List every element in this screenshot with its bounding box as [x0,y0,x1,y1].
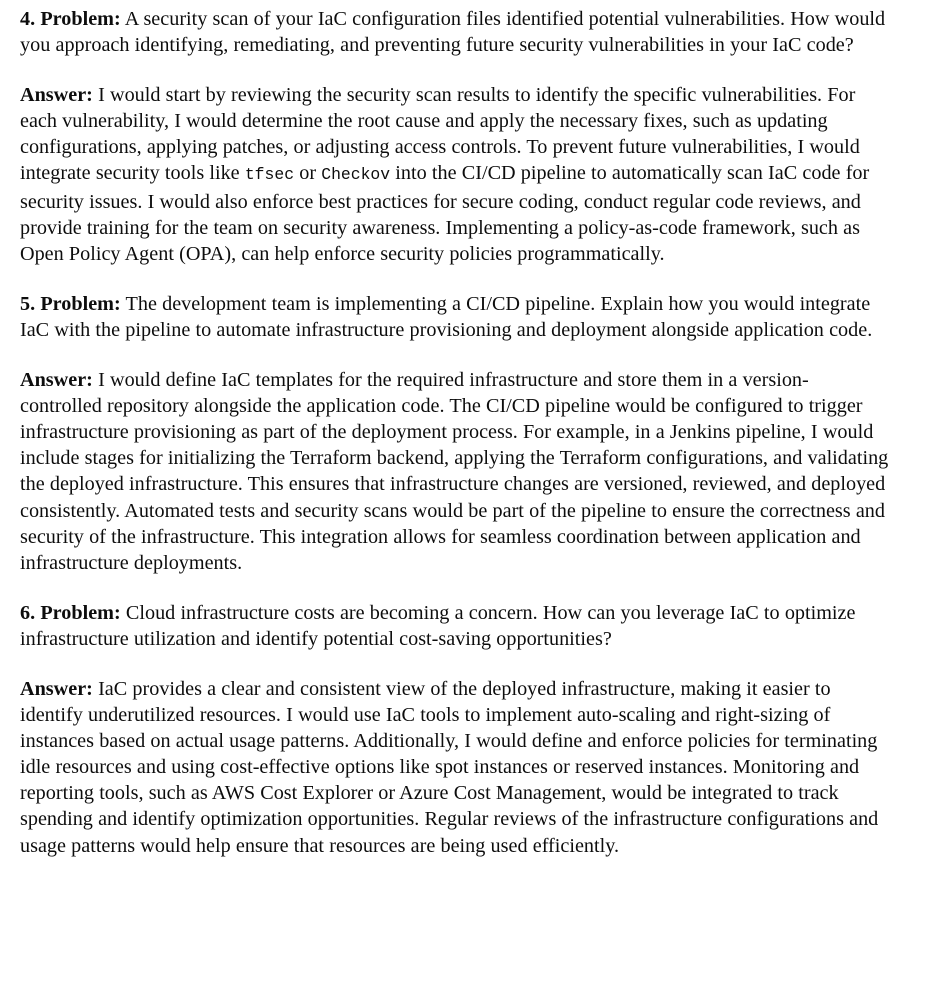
answer-text-4-part1: I would start by reviewing the security scan results to identify the specific vulnerabilities. For each vulnerability, I would determine the root cause and apply the necessary fixes, such as updating configurations, applying patches, or adjusting access controls. To prevent future vulnerabilities, I would integrate security tools like [20,84,860,185]
qa-block-5 [20,291,890,576]
problem-number-4: 4. [20,8,36,30]
problem-text-5: The development team is implementing a CI/CD pipeline. Explain how you would integrate IaC with the pipeline to automate infrastructure provisioning and deployment alongside application code. [20,292,873,341]
problem-paragraph-6 [20,600,890,652]
problem-label-5: Problem: [40,292,121,315]
answer-label-4: Answer: [20,84,93,107]
answer-label-5: Answer: [20,369,93,392]
problem-number-6: 6. [20,601,36,624]
answer-label-6: Answer: [20,677,93,700]
inline-code-checkov: Checkov [321,165,391,185]
answer-paragraph-6 [20,676,890,859]
problem-label-6: Problem: [40,601,121,624]
qa-block-4 [20,6,890,267]
answer-text-4-part3: into the CI/CD pipeline to automatically scan IaC code for security issues. I would also enforce best practices for secure coding, conduct regular code reviews, and provide training for the team on security awareness. Implementing a policy-as-code framework, such as Open Policy Agent (OPA), can help enforce security policies programmatically. [20,162,870,265]
answer-paragraph-4 [20,82,890,267]
problem-label-4: Problem: [40,8,121,30]
problem-number-5: 5. [20,292,36,315]
problem-text-6: Cloud infrastructure costs are becoming a concern. How can you leverage IaC to optimize infrastructure utilization and identify potential cost-saving opportunities? [20,601,856,650]
problem-text-4: A security scan of your IaC configuration files identified potential vulnerabilities. How would you approach identifying, remediating, and preventing future security vulnerabilities in your IaC code? [20,8,886,57]
answer-paragraph-5 [20,367,890,576]
problem-paragraph-4 [20,6,890,58]
answer-text-4-part2: or [294,162,322,185]
inline-code-tfsec: tfsec [244,165,295,185]
problem-paragraph-5 [20,291,890,343]
qa-block-6 [20,600,890,859]
answer-text-6-part1: IaC provides a clear and consistent view of the deployed infrastructure, making it easier to identify underutilized resources. I would use IaC tools to implement auto-scaling and right-sizing of instances based on actual usage patterns. Additionally, I would define and enforce policies for terminating idle resources and using cost-effective options like spot instances or reserved instances. Monitoring and reporting tools, such as AWS Cost Explorer or Azure Cost Management, would be integrated to track spending and identify optimization opportunities. Regular reviews of the infrastructure configurations and usage patterns would help ensure that resources are being used efficiently. [20,677,879,857]
answer-text-5-part1: I would define IaC templates for the required infrastructure and store them in a version-controlled repository alongside the application code. The CI/CD pipeline would be configured to trigger infrastructure provisioning as part of the deployment process. For example, in a Jenkins pipeline, I would include stages for initializing the Terraform backend, applying the Terraform configurations, and validating the deployed infrastructure. This ensures that infrastructure changes are versioned, reviewed, and deployed consistently. Automated tests and security scans would be part of the pipeline to ensure the correctness and security of the infrastructure. This integration allows for seamless coordination between application and infrastructure deployments. [20,369,889,574]
